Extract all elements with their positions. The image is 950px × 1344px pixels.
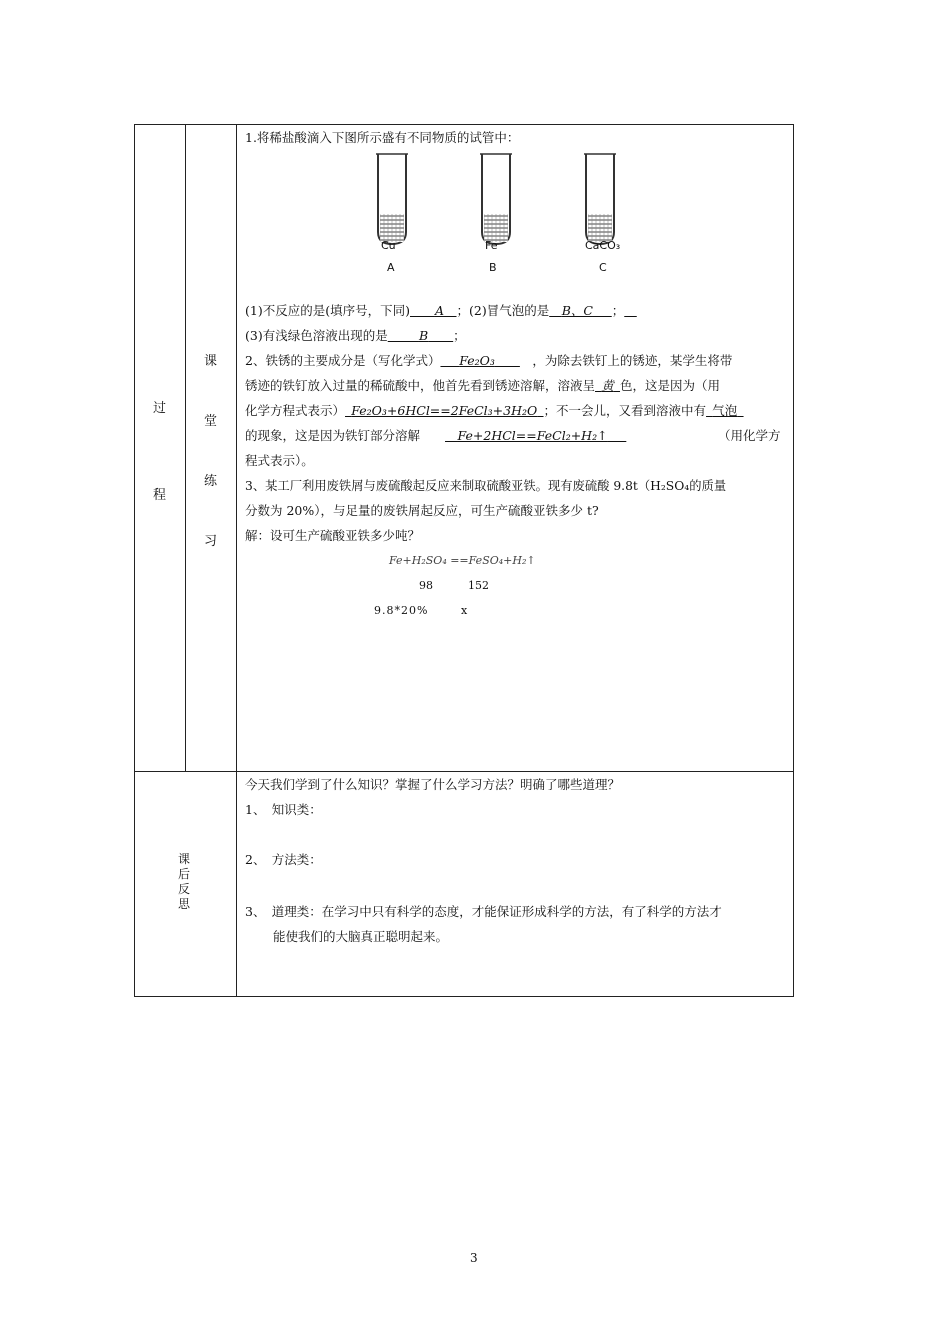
q3-value-known: 9.8*20%	[374, 604, 429, 617]
tube-a-substance: Cu	[381, 239, 396, 252]
reflection-question: 今天我们学到了什么知识？掌握了什么学习方法？明确了哪些道理？	[245, 777, 621, 792]
q3-line1: 3、某工厂利用废铁屑与废硫酸起反应来制取硫酸亚铁。现有废硫酸 9.8t（H₂SO₄的质量	[245, 479, 727, 493]
q2-answer-color: 黄	[601, 378, 614, 393]
q2-line1: 2、铁锈的主要成分是（写化学式） Fe₂O₃ ，为除去铁钉上的锈迹，某学生将带	[245, 353, 733, 368]
tube-b-substance: Fe	[485, 239, 498, 252]
tube-a-letter: A	[387, 261, 395, 274]
q1-line1	[245, 303, 637, 319]
q3-equation: Fe+H₂SO₄ ==FeSO₄+H₂↑	[389, 554, 536, 567]
test-tube-figure	[370, 150, 650, 275]
reflection-item-methods: 2、 方法类：	[245, 852, 322, 867]
tube-c-letter: C	[599, 261, 607, 274]
q1-answer-1: A	[434, 303, 444, 318]
q3-solution: 解：设可生产硫酸亚铁多少吨？	[245, 528, 421, 543]
col-divider-2	[236, 124, 237, 997]
tube-b-letter: B	[489, 261, 497, 274]
label-practice-3: 练	[204, 474, 218, 489]
reflection-item-knowledge: 1、 知识类：	[245, 802, 322, 817]
label-practice-2: 堂	[204, 414, 218, 429]
q3-molar-fe-h2so4: 98	[419, 579, 433, 592]
q1-line1-b: ；(2)冒气泡的是	[456, 303, 550, 318]
q2-line4-end: （用化学方	[718, 428, 781, 443]
col-divider-1	[185, 124, 186, 771]
reflection-item-principles: 3、 道理类：在学习中只有科学的态度，才能保证形成科学的方法，有了科学的方法才	[245, 904, 722, 919]
tube-c-substance: CaCO₃	[585, 239, 621, 252]
q2-line2: 锈迹的铁钉放入过量的稀硫酸中，他首先看到锈迹溶解，溶液呈 黄 色，这是因为（用	[245, 378, 721, 393]
q2-answer-equation-1: Fe₂O₃+6HCl==2FeCl₃+3H₂O	[351, 403, 538, 418]
q1-intro: 1.将稀盐酸滴入下图所示盛有不同物质的试管中：	[245, 130, 520, 145]
q1-answer-2: B、C	[561, 303, 593, 318]
q3-line2: 分数为 20%），与足量的废铁屑起反应，可生产硫酸亚铁多少 t?	[245, 503, 599, 518]
q1-line2-b: ；	[453, 328, 466, 343]
q1-line1-a: (1)不反应的是(填序号，下同)	[245, 303, 410, 318]
q2-line4: 的现象，这是因为铁钉部分溶解 Fe+2HCl==FeCl₂+H₂↑	[245, 428, 626, 444]
tube-b	[480, 154, 512, 244]
q1-line2	[245, 328, 466, 344]
q3-molar-feso4: 152	[468, 579, 489, 592]
row-divider	[134, 771, 794, 772]
q2-answer-formula: Fe₂O₃	[459, 353, 495, 368]
label-process-2: 程	[153, 488, 167, 503]
reflection-item-principles-cont: 能使我们的大脑真正聪明起来。	[273, 929, 449, 944]
page-number: 3	[470, 1251, 478, 1265]
q2-answer-equation-2: Fe+2HCl==FeCl₂+H₂↑	[457, 428, 608, 443]
label-reflection: 课后反思	[178, 852, 191, 911]
q1-answer-3: B	[418, 328, 429, 343]
label-practice-1: 课	[204, 354, 218, 369]
q2-line5: 程式表示）。	[245, 453, 314, 468]
q2-line3: 化学方程式表示） Fe₂O₃+6HCl==2FeCl₃+3H₂O ；不一会儿，又看到溶液中有 气泡	[245, 403, 744, 419]
label-practice-4: 习	[204, 534, 218, 549]
label-process-1: 过	[153, 401, 167, 416]
q2-answer-bubbles: 气泡	[712, 403, 738, 418]
tube-a	[376, 154, 408, 244]
tube-c	[584, 154, 616, 244]
q1-line2-a: (3)有浅绿色溶液出现的是	[245, 328, 388, 343]
q1-line1-c: ；	[611, 303, 625, 318]
q3-value-unknown: x	[461, 604, 468, 617]
